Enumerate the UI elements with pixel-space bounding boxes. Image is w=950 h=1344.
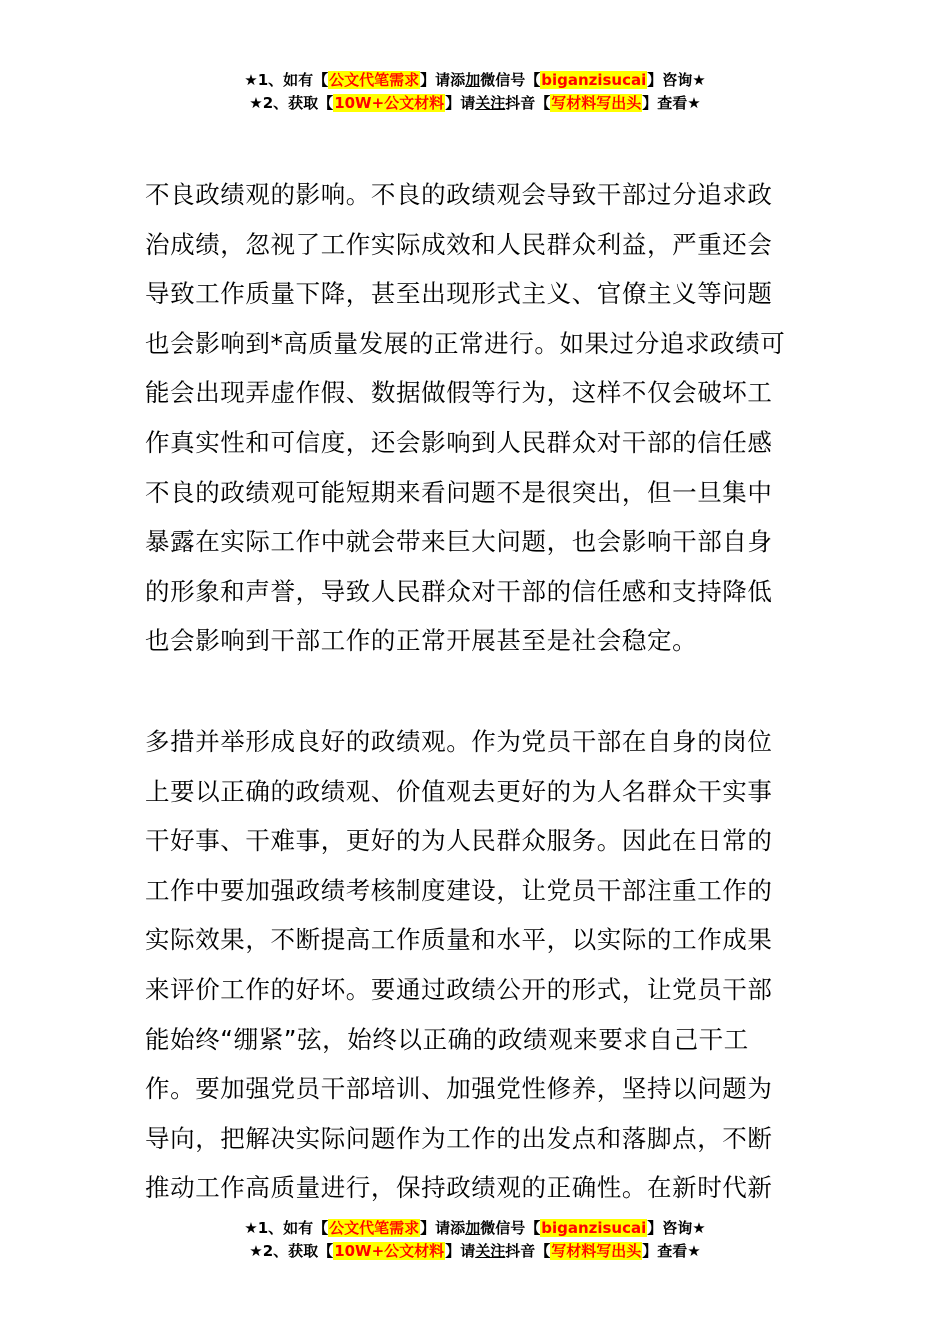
banner-text: 】咨询★ xyxy=(647,71,706,89)
text-line: 暴露在实际工作中就会带来巨大问题，也会影响干部自身 xyxy=(145,527,773,557)
text-line: 导致工作质量下降，甚至出现形式主义、官僚主义等问题 xyxy=(145,279,773,309)
banner-line-1 xyxy=(0,1217,950,1240)
header-banner xyxy=(0,69,950,115)
banner-text: 抖音【 xyxy=(505,1242,551,1260)
wechat-id-highlight: biganzisucai xyxy=(541,1219,647,1237)
banner-text: ★1、如有【 xyxy=(244,1219,329,1237)
banner-line-1 xyxy=(0,69,950,92)
banner-text: ★2、获取【 xyxy=(249,1242,334,1260)
paragraph-1 xyxy=(145,170,811,666)
text-line: 多措并举形成良好的政绩观。作为党员干部在自身的岗位 xyxy=(145,727,773,756)
banner-text: 】咨询★ xyxy=(647,1219,706,1237)
banner-text: 】请添 xyxy=(420,1219,466,1237)
footer-banner xyxy=(0,1217,950,1263)
text-line: 干好事、干难事，更好的为人民群众服务。因此在日常的 xyxy=(145,826,773,856)
banner-text: 微信号【 xyxy=(480,1219,541,1237)
banner-text: 抖音【 xyxy=(505,94,551,112)
banner-text: 】查看★ xyxy=(642,94,701,112)
text-line: 也会影响到*高质量发展的正常进行。如果过分追求政绩可 xyxy=(145,328,786,358)
text-line: 不良政绩观的影响。不良的政绩观会导致干部过分追求政 xyxy=(145,180,773,209)
banner-underlined-text: 关注 xyxy=(475,94,506,112)
banner-underlined-text: 加 xyxy=(465,71,481,89)
text-line: 上要以正确的政绩观、价值观去更好的为人名群众干实事 xyxy=(145,776,773,806)
text-line: 实际效果，不断提高工作质量和水平，以实际的工作成果 xyxy=(145,925,773,955)
banner-text: 】请 xyxy=(445,94,476,112)
text-line: 能始终“绷紧”弦，始终以正确的政绩观来要求自己干工 xyxy=(145,1024,749,1054)
text-line: 推动工作高质量进行，保持政绩观的正确性。在新时代新 xyxy=(145,1173,773,1203)
banner-line-2 xyxy=(0,1240,950,1263)
douyin-account-highlight: 写材料写出头 xyxy=(551,94,642,112)
text-line: 治成绩，忽视了工作实际成效和人民群众利益，严重还会 xyxy=(145,229,773,259)
banner-line-2 xyxy=(0,92,950,115)
banner-text: 微信号【 xyxy=(480,71,541,89)
text-line: 工作中要加强政绩考核制度建设，让党员干部注重工作的 xyxy=(145,875,773,905)
text-line: 来评价工作的好坏。要通过政绩公开的形式，让党员干部 xyxy=(145,974,773,1004)
banner-highlight: 10W+公文材料 xyxy=(334,94,445,112)
banner-text: 】请 xyxy=(445,1242,476,1260)
banner-highlight: 公文代笔需求 xyxy=(329,1219,420,1237)
text-line: 能会出现弄虚作假、数据做假等行为，这样不仅会破坏工 xyxy=(145,378,773,408)
wechat-id-highlight: biganzisucai xyxy=(541,71,647,89)
text-line: 作真实性和可信度，还会影响到人民群众对干部的信任感 xyxy=(145,427,773,457)
banner-highlight: 10W+公文材料 xyxy=(334,1242,445,1260)
banner-text: ★2、获取【 xyxy=(249,94,334,112)
text-line: 导向，把解决实际问题作为工作的出发点和落脚点，不断 xyxy=(145,1123,773,1153)
banner-underlined-text: 加 xyxy=(465,1219,481,1237)
text-line: 作。要加强党员干部培训、加强党性修养，坚持以问题为 xyxy=(145,1074,773,1104)
text-line: 也会影响到干部工作的正常开展甚至是社会稳定。 xyxy=(145,626,698,656)
paragraph-2 xyxy=(145,717,811,1213)
douyin-account-highlight: 写材料写出头 xyxy=(551,1242,642,1260)
text-line: 不良的政绩观可能短期来看问题不是很突出，但一旦集中 xyxy=(145,477,773,507)
banner-underlined-text: 关注 xyxy=(475,1242,506,1260)
text-line: 的形象和声誉，导致人民群众对干部的信任感和支持降低 xyxy=(145,576,773,606)
banner-text: ★1、如有【 xyxy=(244,71,329,89)
banner-text: 】请添 xyxy=(420,71,466,89)
banner-text: 】查看★ xyxy=(642,1242,701,1260)
banner-highlight: 公文代笔需求 xyxy=(329,71,420,89)
